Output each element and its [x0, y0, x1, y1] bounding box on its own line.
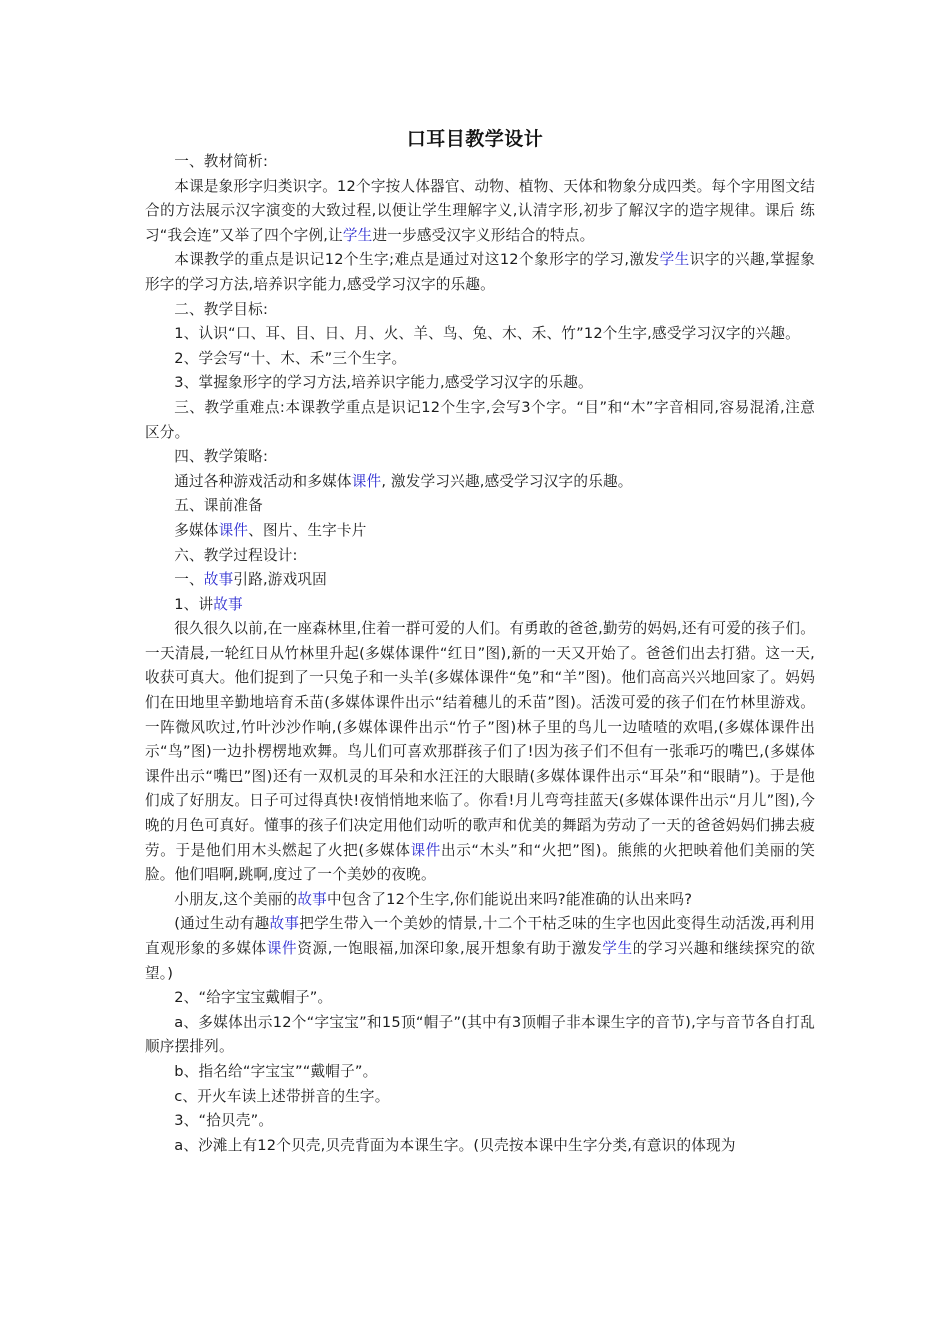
courseware-link[interactable]: 课件: [410, 841, 441, 859]
goal-item-1: 1、认识“口、耳、目、日、月、火、羊、鸟、兔、木、禾、竹”12个生字,感受学习汉字的兴趣。: [174, 325, 800, 343]
story-link[interactable]: 故事: [203, 571, 234, 589]
goal-item-3: 3、掌握象形字的学习方法,培养识字能力,感受学习汉字的乐趣。: [174, 374, 593, 392]
section-4-heading: 四、教学策略:: [174, 448, 269, 466]
step-2-heading: 2、“给字宝宝戴帽子”。: [174, 989, 333, 1007]
question-paragraph: 小朋友,这个美丽的故事中包含了12个生字,你们能说出来吗?能准确的认出来吗?: [174, 890, 693, 908]
story-link[interactable]: 故事: [297, 890, 327, 908]
story-paragraph: 很久很久以前,在一座森林里,住着一群可爱的人们。有勇敢的爸爸,勤劳的妈妈,还有可爱的孩子们。一天清晨,一轮红日从竹林里升起(多媒体课件“红日”图),新的一天又开始了。爸爸们出去打猎。这一天,收获可真大。他们捉到了一只兔子和一头羊(多媒体课件“兔”和“羊”图)。他们高高兴兴地回家了。妈妈们在田地里辛勤地培育禾苗(多媒体课件出示“结着穗儿的禾苗”图)。活泼可爱的孩子们在竹林里游戏。一阵微风吹过,竹叶沙沙作响,(多媒体课件出示“竹子”图)林子里的鸟儿一边喳喳的欢唱,(多媒体课件出示“鸟”图)一边扑楞楞地欢舞。鸟儿们可喜欢那群孩子们了!因为孩子们不但有一张乖巧的嘴巴,(多媒体课件出示“嘴巴”图)还有一双机灵的耳朵和水汪汪的大眼睛(多媒体课件出示“耳朵”和“眼睛”)。于是他们成了好朋友。日子可过得真快!夜悄悄地来临了。你看!月儿弯弯挂蓝天(多媒体课件出示“月儿”图),今晚的月色可真好。懂事的孩子们决定用他们动听的歌声和优美的舞蹈为劳动了一天的爸爸妈妈们拂去疲劳。于是他们用木头燃起了火把(多媒体课件出示“木头”和“火把”图)。熊熊的火把映着他们美丽的笑脸。他们唱啊,跳啊,度过了一个美妙的夜晚。: [145, 620, 816, 884]
story-link[interactable]: 故事: [213, 595, 243, 613]
section-3-text: 三、教学重难点:本课教学重点是识记12个生字,会写3个字。“目”和“木”字音相同,容易混淆,注意区分。: [145, 398, 815, 441]
section-5-text: 多媒体课件、图片、生字卡片: [174, 521, 367, 539]
section-5-heading: 五、课前准备: [174, 497, 263, 515]
story-link[interactable]: 故事: [269, 915, 300, 933]
section-6-heading: 六、教学过程设计:: [174, 546, 298, 564]
student-link[interactable]: 学生: [659, 251, 690, 269]
step-1-heading: 1、讲故事: [174, 595, 243, 613]
step-3-heading: 3、“拾贝壳”。: [174, 1112, 274, 1130]
student-link[interactable]: 学生: [602, 940, 633, 957]
step-2-item-a: a、多媒体出示12个“字宝宝”和15顶“帽子”(其中有3顶帽子非本课生字的音节),字与音节各自打乱顺序摆排列。: [145, 1013, 815, 1056]
section-1-paragraph-2: 本课教学的重点是识记12个生字;难点是通过对这12个象形字的学习,激发学生识字的兴趣,掌握象形字的学习方法,培养识字能力,感受学习汉字的乐趣。: [145, 251, 815, 293]
courseware-link[interactable]: 课件: [266, 940, 298, 957]
doc-body: [145, 150, 815, 1158]
student-link[interactable]: 学生: [342, 226, 373, 244]
section-1-heading: 一、教材简析:: [174, 153, 269, 170]
doc-title: 口耳目教学设计: [406, 128, 544, 150]
goal-item-2: 2、学会写“十、木、禾”三个生字。: [174, 349, 407, 367]
step-3-item-a: a、沙滩上有12个贝壳,贝壳背面为本课生字。(贝壳按本课中生字分类,有意识的体现为: [174, 1136, 736, 1154]
courseware-link[interactable]: 课件: [351, 472, 382, 490]
courseware-link[interactable]: 课件: [218, 521, 249, 539]
section-1-paragraph-1: 本课是象形字归类识字。12个字按人体器官、动物、植物、天体和物象分成四类。每个字用图文结合的方法展示汉字演变的大致过程,以便让学生理解字义,认清字形,初步了解汉字的造字规律。课后 练习“我会连”又举了四个字例,让学生进一步感受汉字义形结合的特点。: [145, 177, 815, 244]
process-part-1-heading: 一、故事引路,游戏巩固: [174, 571, 327, 589]
design-note-paragraph: (通过生动有趣故事把学生带入一个美妙的情景,十二个干枯乏味的生字也因此变得生动活泼,再利用直观形象的多媒体课件资源,一饱眼福,加深印象,展开想象有助于激发学生的学习兴趣和继续探究的欲望。): [145, 915, 815, 982]
step-2-item-b: b、指名给“字宝宝”“戴帽子”。: [174, 1062, 378, 1080]
section-2-heading: 二、教学目标:: [174, 300, 269, 318]
section-4-text: 通过各种游戏活动和多媒体课件, 激发学习兴趣,感受学习汉字的乐趣。: [174, 472, 633, 490]
step-2-item-c: c、开火车读上述带拼音的生字。: [174, 1087, 390, 1105]
